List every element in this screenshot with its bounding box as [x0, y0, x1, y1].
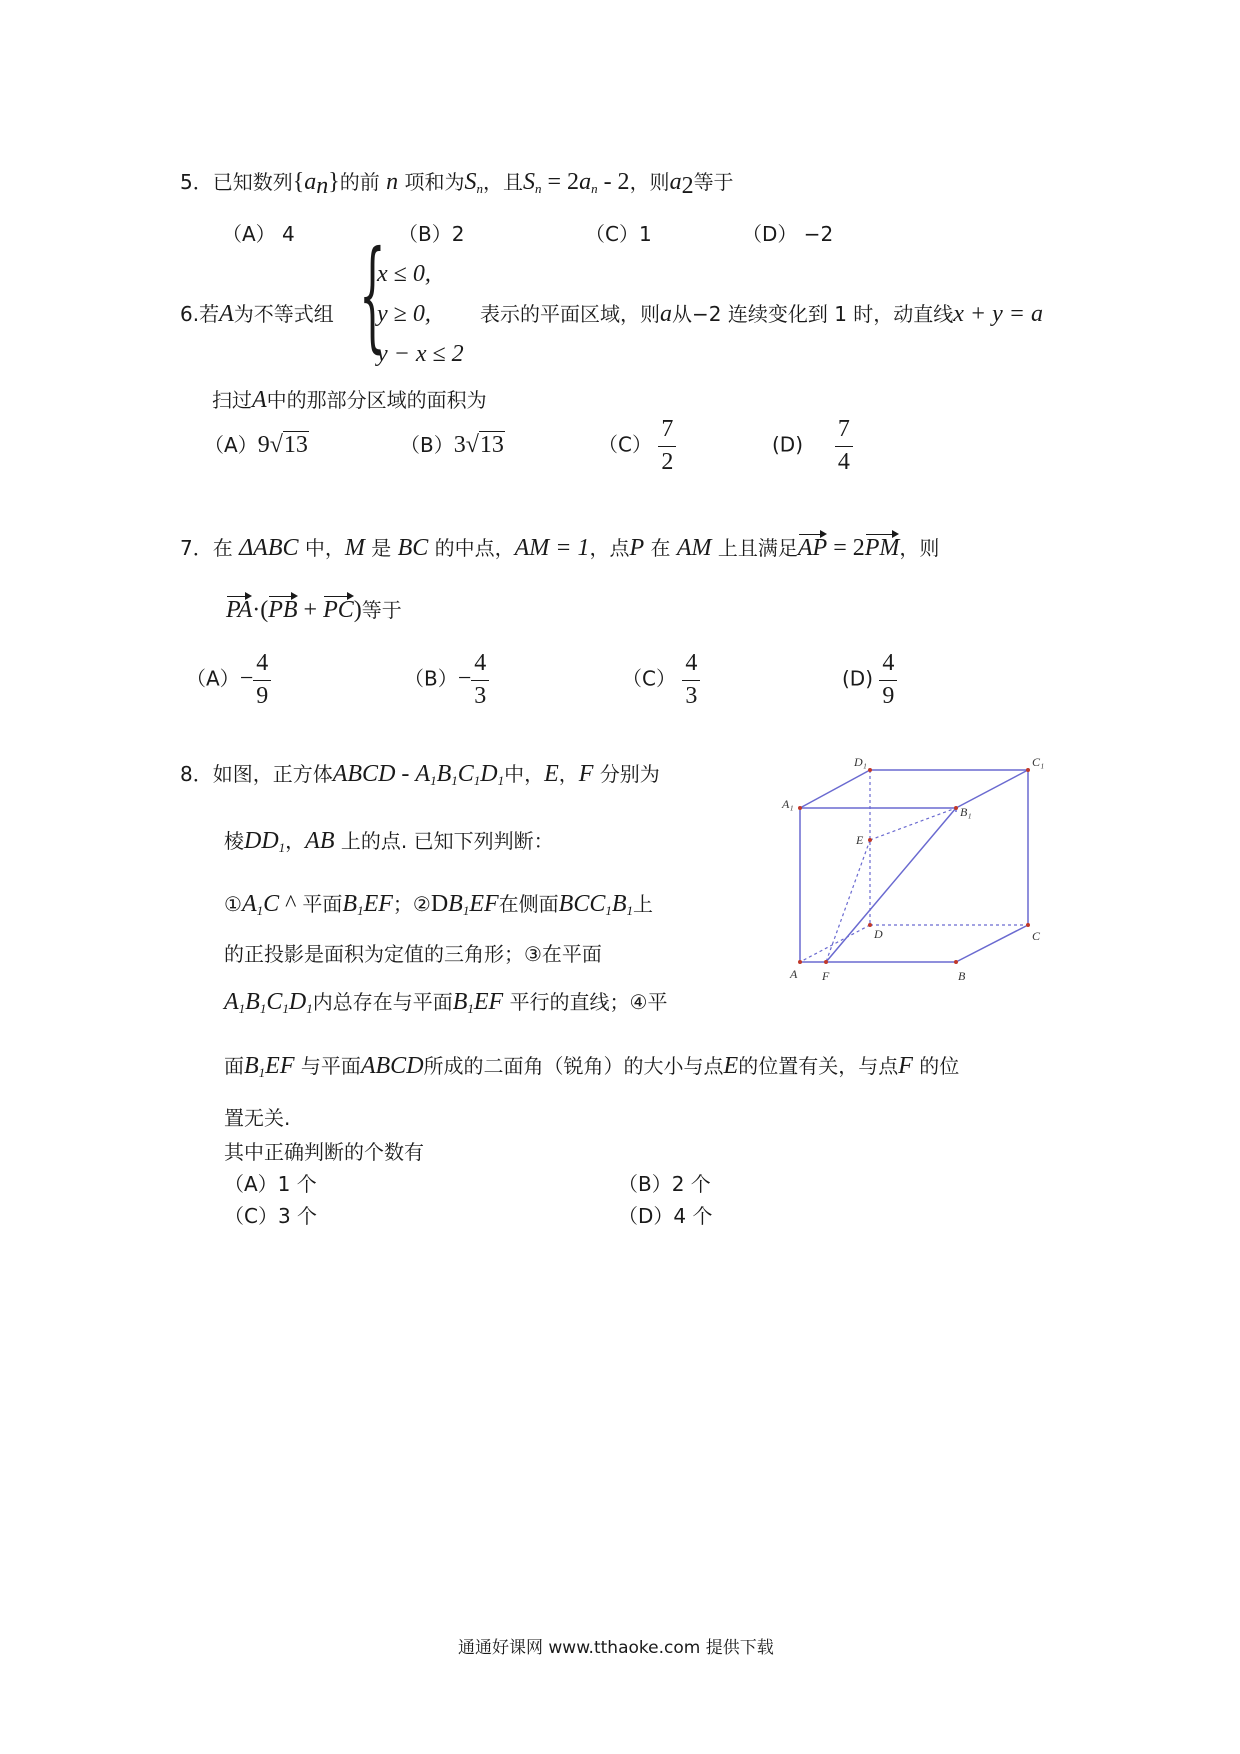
question-8-line1: 8．如图，正方体ABCD - $A_1B_1C_1D_1$中，E，F 分别为 — [180, 761, 660, 788]
q8-option-d[interactable]: （D）4 个 — [618, 1204, 713, 1228]
q5-option-b[interactable]: （B）2 — [398, 222, 465, 246]
edge-c1b1 — [956, 770, 1028, 808]
equation-sn: $S_n$ — [523, 169, 542, 196]
point-e — [868, 838, 872, 842]
point-f — [824, 960, 828, 964]
point-c1 — [1026, 768, 1030, 772]
label-d: D — [874, 927, 883, 941]
question-8-line2: 棱$DD_1$，AB 上的点. 已知下列判断： — [224, 828, 554, 855]
label-e: E — [856, 833, 864, 847]
label-a: A — [790, 967, 798, 981]
label-c: C — [1032, 929, 1041, 943]
label-f: F — [822, 969, 830, 983]
vector-pb: PB — [268, 597, 298, 623]
q7-option-c[interactable]: （C） $\frac{4}{3}$ — [622, 650, 700, 710]
cube-figure — [770, 750, 1070, 990]
q5-number: 5． — [180, 170, 213, 194]
label-a1: A₁ — [782, 797, 794, 811]
point-a — [798, 960, 802, 964]
inequality-1: x ≤ 0, — [377, 261, 431, 287]
q6-option-d[interactable]: (D) $\frac{7}{4}$ — [772, 416, 853, 476]
segment-ef — [826, 840, 870, 962]
q6-option-a[interactable]: （A）9√13 — [204, 432, 308, 458]
q5-option-c[interactable]: （C）1 — [585, 222, 652, 246]
system-brace: { — [359, 226, 386, 365]
edge-d1a1 — [800, 770, 870, 808]
q6-option-c[interactable]: （C） $\frac{7}{2}$ — [598, 416, 676, 476]
label-c1: C₁ — [1032, 755, 1045, 769]
judgment-4: 面$B_1EF$ 与平面ABCD所成的二面角（锐角）的大小与点E的位置有关，与点F 的位 — [224, 1053, 960, 1080]
question-6-line2: 扫过A中的那部分区域的面积为 — [212, 387, 487, 413]
inequality-3: y − x ≤ 2 — [377, 341, 464, 367]
judgment-3-4: $A_1B_1C_1D_1$内总存在与平面$B_1EF$ 平行的直线；④平 — [224, 989, 668, 1016]
q7-option-d[interactable]: (D) $\frac{4}{9}$ — [842, 650, 897, 710]
vector-pm: PM — [864, 535, 900, 561]
q8-option-a[interactable]: （A）1 个 — [224, 1172, 317, 1196]
point-c — [1026, 923, 1030, 927]
label-b1: B₁ — [960, 805, 972, 819]
label-b: B — [958, 969, 966, 983]
edge-cb — [956, 925, 1028, 962]
point-a1 — [798, 806, 802, 810]
moving-line: x + y = a — [953, 301, 1043, 327]
question-7-line1: 7．在 ΔABC 中，M 是 BC 的中点，AM = 1，点P 在 AM 上且满足AP = 2PM，则 — [180, 535, 940, 561]
q7-option-b[interactable]: （B）− $\frac{4}{3}$ — [404, 650, 489, 710]
sequence-an: $\{a_n\}$ — [292, 169, 340, 199]
vector-pa: PA — [226, 597, 253, 623]
q5-option-d[interactable]: （D） −2 — [742, 222, 834, 246]
point-b1 — [954, 806, 958, 810]
inequality-2: y ≥ 0, — [377, 301, 431, 327]
point-d1 — [868, 768, 872, 772]
point-d — [868, 923, 872, 927]
point-b — [954, 960, 958, 964]
vector-pc: PC — [323, 597, 354, 623]
q6-option-b[interactable]: （B）3√13 — [400, 432, 504, 458]
question-6-line1: 6.若A为不等式组 — [180, 301, 334, 327]
q7-option-a[interactable]: （A）− $\frac{4}{9}$ — [186, 650, 271, 710]
question-5: 5．已知数列$\{a_n\}$的前 n 项和为$S_n$，且$S_n = 2a_n - 2$，则$a_2$等于 — [180, 169, 734, 199]
q8-question: 其中正确判断的个数有 — [224, 1140, 424, 1164]
segment-b1f — [826, 808, 956, 962]
q8-option-c[interactable]: （C）3 个 — [224, 1204, 318, 1228]
judgment-1-2: $①A_1C$ ^ 平面$B_1EF$；$②DB_1EF$在侧面$BCC_1B_1$上 — [224, 891, 654, 918]
question-7-line2: PA·(PB + PC)等于 — [226, 597, 402, 623]
q5-option-a[interactable]: （A） 4 — [222, 222, 295, 246]
footer-download-source: 通通好课网 www.tthaoke.com 提供下载 — [458, 1638, 774, 1658]
judgment-2-3: 的正投影是面积为定值的三角形；③在平面 — [224, 942, 602, 966]
judgment-4-end: 置无关. — [224, 1106, 291, 1130]
q8-option-b[interactable]: （B）2 个 — [618, 1172, 711, 1196]
label-d1: D₁ — [854, 755, 867, 769]
vector-ap: AP — [797, 535, 828, 561]
edge-da-hidden — [800, 925, 870, 962]
question-6-line1-rest: 表示的平面区域，则a从−2 连续变化到 1 时，动直线x + y = a — [480, 301, 1043, 327]
